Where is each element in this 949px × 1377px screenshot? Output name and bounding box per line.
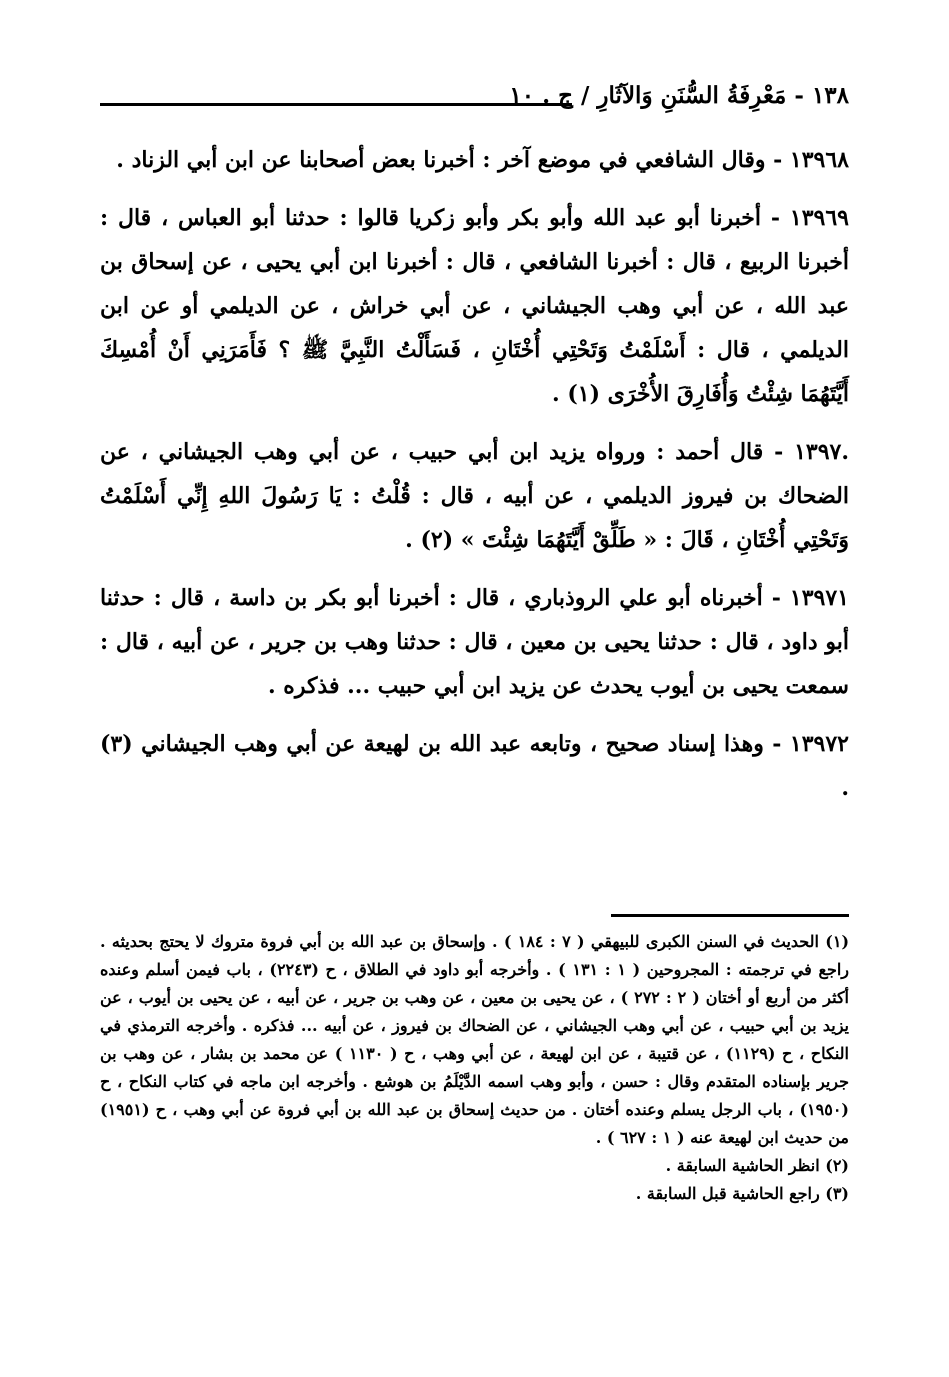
footnote-separator (611, 914, 849, 917)
hadith-number: ١٣٩٦٩ (789, 205, 849, 231)
hadith-number: ١٣٩٧١ (789, 585, 849, 611)
paragraph (100, 722, 849, 810)
paragraph (100, 576, 849, 708)
main-text (100, 138, 849, 824)
running-header: ١٣٨ - مَعْرِفَةُ السُّنَنِ وَالآثَارِ / ج . ١٠ (509, 82, 849, 109)
paragraph (100, 430, 849, 562)
paragraph-text: - أخبرنا أبو عبد الله وأبو بكر وأبو زكريا قالوا : حدثنا أبو العباس ، قال : أخبرنا الربيع ، قال : أخبرنا الشافعي ، قال : أخبرنا ابن أبي يحيى ، عن إسحاق بن عبد الله ، عن أبي وهب الجيشاني ، عن أبي خراش ، عن الديلمي أو عن ابن الديلمي ، قال : أَسْلَمْتُ وَتَحْتِي أُخْتَانِ ، فَسَأَلْتُ النَّبِيَّ ﷺ ؟ فَأَمَرَنِي أَنْ أُمْسِكَ أَيَّتَهُمَا شِئْتُ وَأُفَارِقَ الأُخْرَى (١) . (100, 205, 849, 407)
footnotes (100, 928, 849, 1208)
footnote: (٣) راجع الحاشية قبل السابقة . (635, 1184, 849, 1203)
footnote: (١) الحديث في السنن الكبرى للبيهقي ( ٧ : ١٨٤ ) . وإسحاق بن عبد الله بن أبي فروة متروك لا يحتج بحديثه . راجع في ترجمته : المجروحين ( ١ : ١٣١ ) . وأخرجه أبو داود في الطلاق ، ح (٢٢٤٣) ، باب فيمن أسلم وعنده أكثر من أربع أو أختان ( ٢ : ٢٧٢ ) ، عن يحيى بن معين ، عن وهب بن جرير ، عن أبيه ، عن يحيى بن أيوب ، عن يزيد بن أبي حبيب ، عن أبي وهب الجيشاني ، عن الضحاك بن فيروز ، عن أبيه ... فذكره . وأخرجه الترمذي في النكاح ، ح (١١٢٩) ، عن قتيبة ، عن ابن لهيعة ، عن أبي وهب ، ح ( ١١٣٠ ) عن محمد بن بشار ، عن وهب بن جرير بإسناده المتقدم وقال : حسن ، وأبو وهب اسمه الدَّيْلَمُ بن هوشع . وأخرجه ابن ماجه في كتاب النكاح ، ح (١٩٥٠) ، باب الرجل يسلم وعنده أختان . من حديث إسحاق بن عبد الله بن أبي فروة عن أبي وهب ، ح (١٩٥١) من حديث ابن لهيعة عنه ( ١ : ٦٢٧ ) . (100, 932, 850, 1147)
paragraph-text: - قال أحمد : ورواه يزيد ابن أبي حبيب ، عن أبي وهب الجيشاني ، عن الضحاك بن فيروز الديلمي ، عن أبيه ، قال : قُلْتُ : يَا رَسُولَ اللهِ إِنِّي أَسْلَمْتُ وَتَحْتِي أُخْتَانِ ، قَالَ : « طَلِّقْ أَيَّتَهُمَا شِئْتَ » (٢) . (100, 439, 849, 553)
paragraph-text: - وقال الشافعي في موضع آخر : أخبرنا بعض أصحابنا عن ابن أبي الزناد . (116, 147, 790, 173)
paragraph (100, 196, 849, 416)
hadith-number: .١٣٩٧ (794, 439, 849, 465)
page-header (100, 78, 849, 114)
paragraph-text: - أخبرناه أبو علي الروذباري ، قال : أخبرنا أبو بكر بن داسة ، قال : حدثنا أبو داود ، قال : حدثنا يحيى بن معين ، قال : حدثنا وهب بن جرير ، عن أبيه ، قال : سمعت يحيى بن أيوب يحدث عن يزيد ابن أبي حبيب ... فذكره . (100, 585, 849, 699)
paragraph (100, 138, 849, 182)
paragraph-text: - وهذا إسناد صحيح ، وتابعه عبد الله بن لهيعة عن أبي وهب الجيشاني (٣) . (100, 731, 849, 801)
footnote: (٢) انظر الحاشية السابقة . (665, 1156, 849, 1175)
hadith-number: ١٣٩٧٢ (789, 731, 849, 757)
header-rule (100, 103, 572, 106)
hadith-number: ١٣٩٦٨ (789, 147, 849, 173)
